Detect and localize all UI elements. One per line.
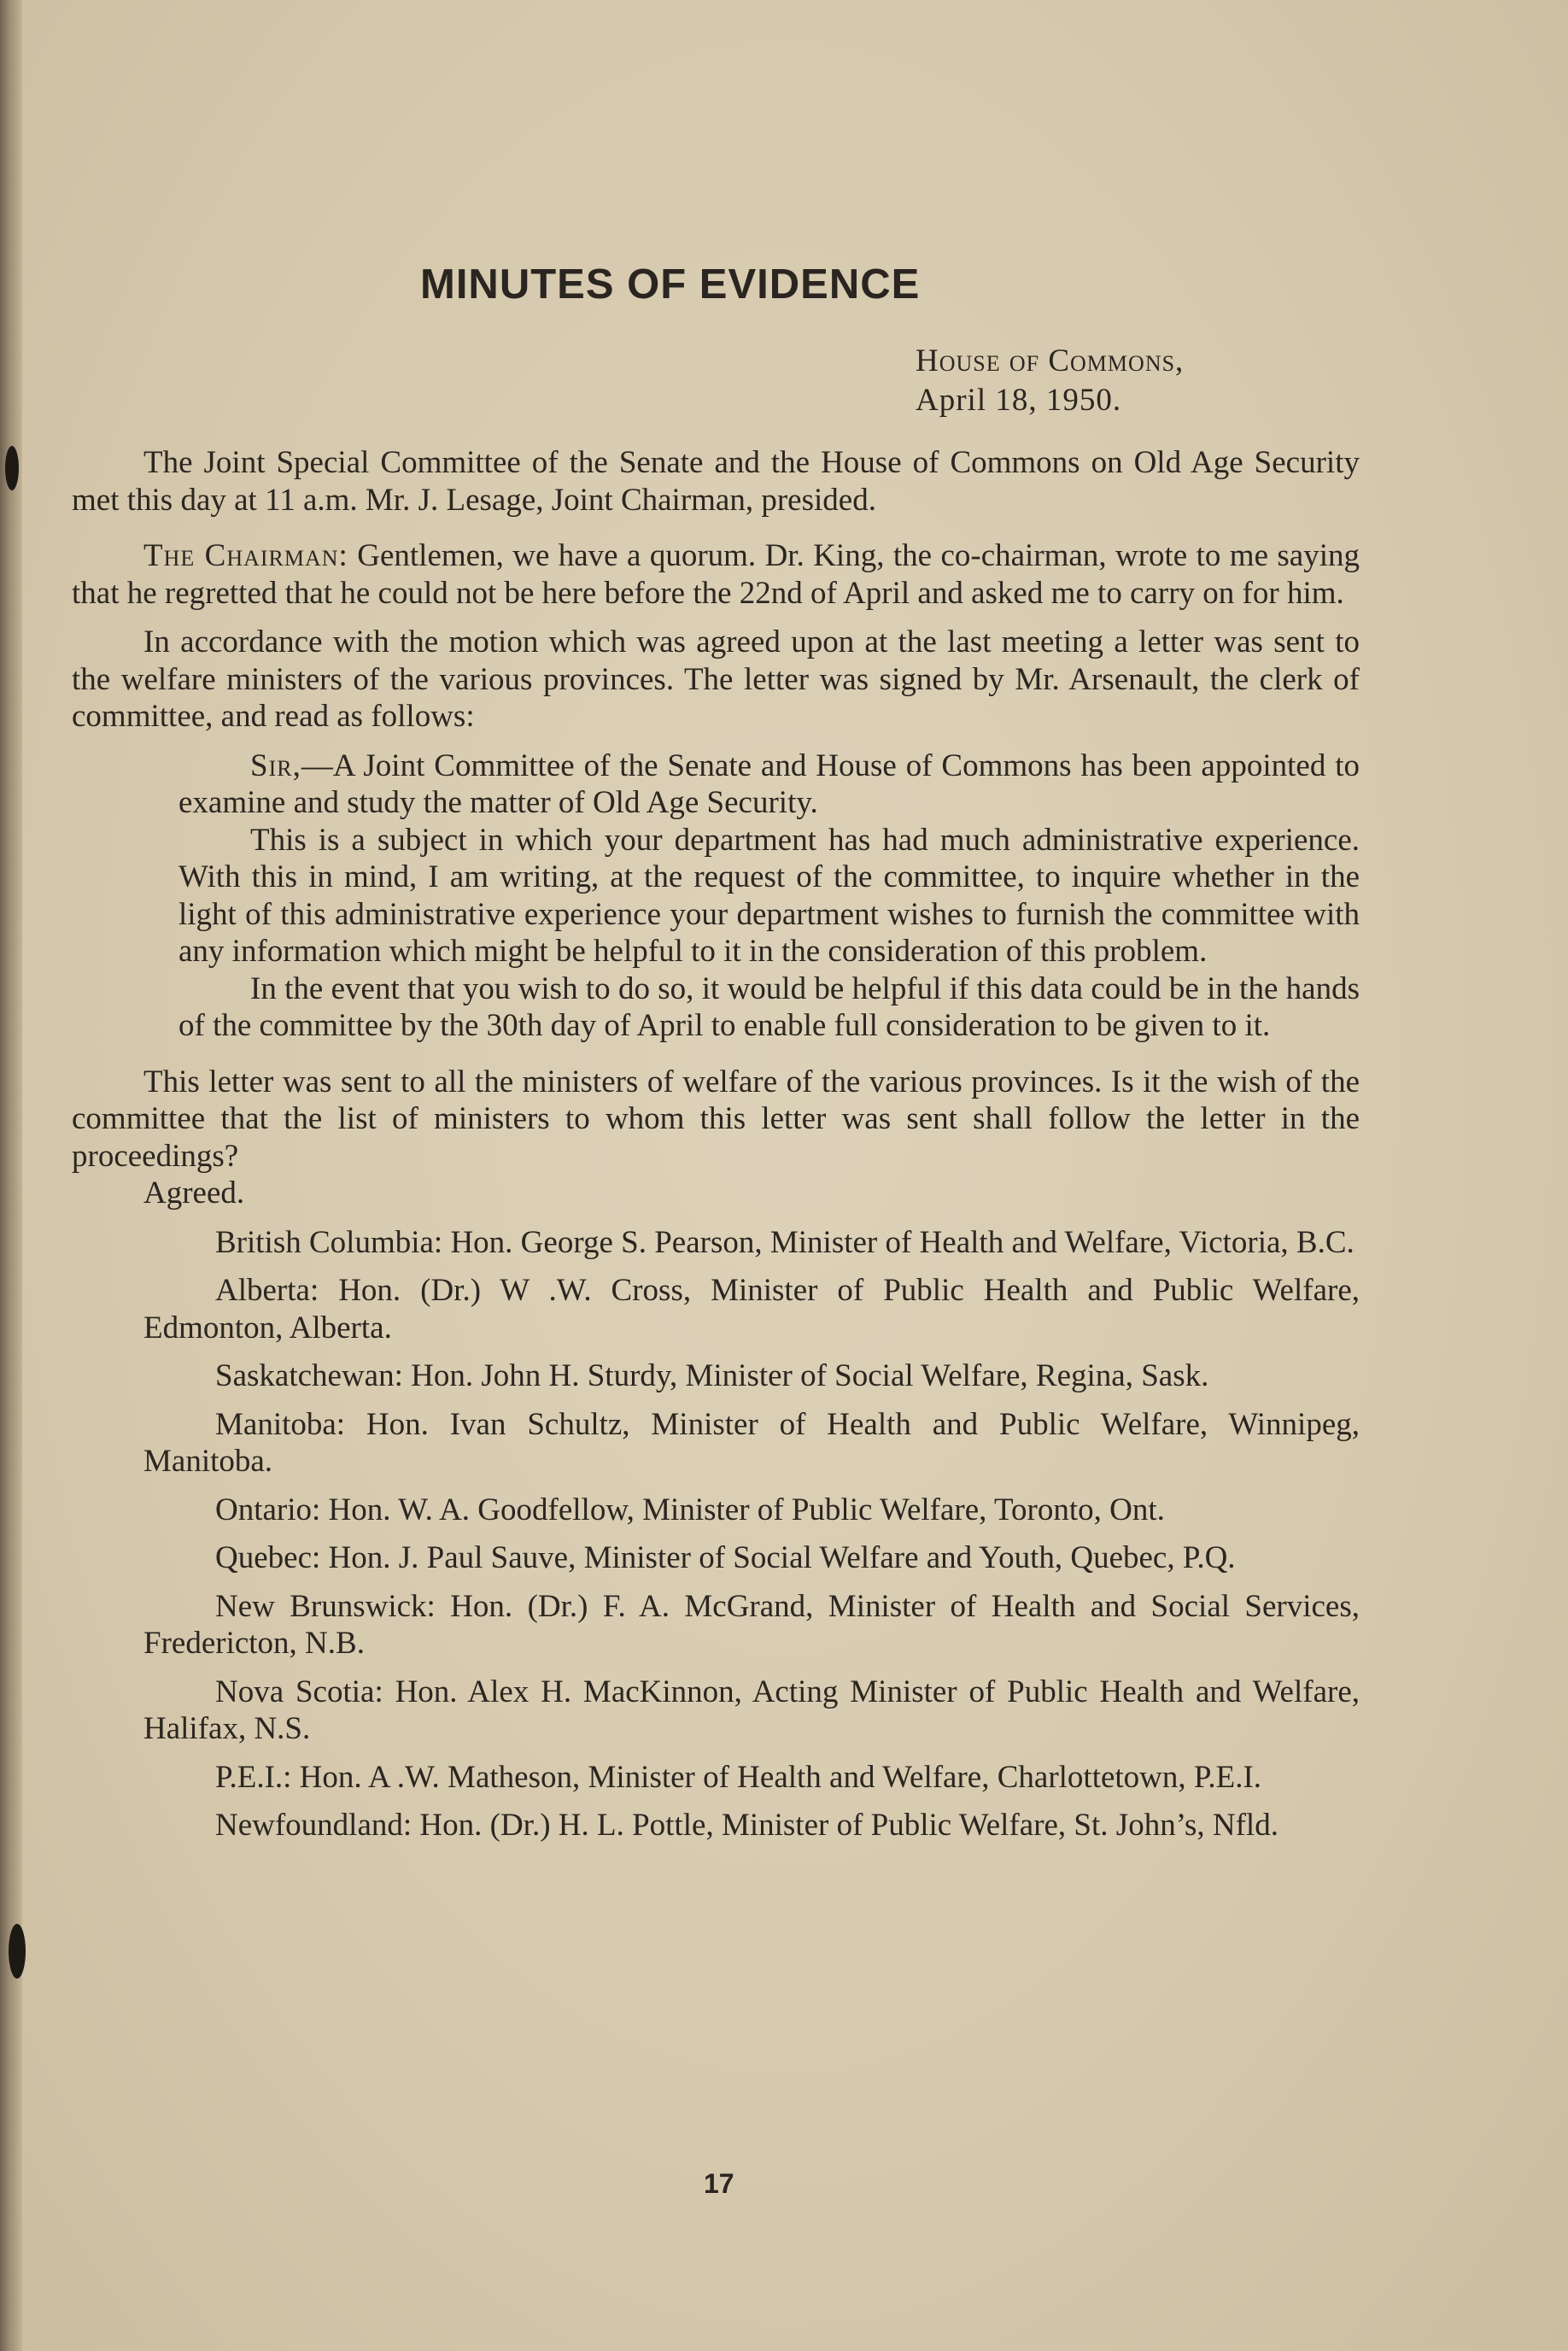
dateline-date: April 18, 1950.: [916, 383, 1122, 418]
quoted-letter: [178, 748, 1360, 1045]
list-item: P.E.I.: Hon. A .W. Matheson, Minister of Health and Welfare, Charlottetown, P.E.I.: [215, 1759, 1262, 1795]
letter-text-1: —A Joint Committee of the Senate and House of Commons has been appointed to examine and study the matter of Old Age Security.: [178, 748, 1360, 820]
letter-paragraph-1: [178, 748, 1360, 822]
ministers-list: [72, 1224, 1360, 1844]
letter-paragraph-3: In the event that you wish to do so, it would be helpful if this data could be in the hands of the committee by the 30th day of April to enable full consideration to be given to it.: [178, 970, 1360, 1043]
body-text: [72, 444, 1360, 1856]
list-item: Quebec: Hon. J. Paul Sauve, Minister of Social Welfare and Youth, Quebec, P.Q.: [215, 1540, 1236, 1575]
accordance-paragraph: In accordance with the motion which was agreed upon at the last meeting a letter was sent to the welfare ministers of the various provinces. The letter was signed by Mr. Arsenault, the clerk of committee, and read as follows:: [72, 624, 1360, 734]
list-item: Saskatchewan: Hon. John H. Sturdy, Minister of Social Welfare, Regina, Sask.: [215, 1358, 1209, 1393]
list-item: New Brunswick: Hon. (Dr.) F. A. McGrand, Minister of Health and Social Services, Fredericton, N.B.: [143, 1588, 1360, 1661]
page-number: 17: [704, 2168, 734, 2199]
punch-hole-bottom: [9, 1924, 26, 1979]
chairman-paragraph: [72, 537, 1360, 612]
list-item: Alberta: Hon. (Dr.) W .W. Cross, Minister of Public Health and Public Welfare, Edmonton, Alberta.: [143, 1273, 1360, 1346]
punch-hole-top: [5, 446, 19, 490]
after-letter-paragraph: This letter was sent to all the ministers of welfare of the various provinces. Is it the wish of the committee that the list of ministers to whom this letter was sent shall follow the letter in the proceedings?: [72, 1064, 1360, 1174]
page-title: MINUTES OF EVIDENCE: [420, 261, 921, 308]
list-item: Newfoundland: Hon. (Dr.) H. L. Pottle, Minister of Public Welfare, St. John’s, Nfld.: [215, 1808, 1278, 1843]
opening-paragraph: The Joint Special Committee of the Senate and the House of Commons on Old Age Security met this day at 11 a.m. Mr. J. Lesage, Joint Chairman, presided.: [72, 445, 1360, 518]
chairman-text: Gentlemen, we have a quorum. Dr. King, the co-chairman, wrote to me saying that he regretted that he could not be here before the 22nd of April and asked me to carry on for him.: [72, 538, 1360, 611]
agreed-line: Agreed.: [143, 1176, 245, 1211]
dateline-house: House of Commons,: [916, 343, 1185, 378]
list-item: Ontario: Hon. W. A. Goodfellow, Minister of Public Welfare, Toronto, Ont.: [215, 1492, 1165, 1527]
list-item: British Columbia: Hon. George S. Pearson, Minister of Health and Welfare, Victoria, B.C.: [215, 1224, 1354, 1260]
document-page: [72, 0, 1360, 2351]
speaker-label: The Chairman:: [143, 538, 348, 573]
binding-edge: [0, 0, 22, 2351]
list-item: Nova Scotia: Hon. Alex H. MacKinnon, Acting Minister of Public Health and Welfare, Halifax, N.S.: [143, 1674, 1360, 1746]
letter-paragraph-2: This is a subject in which your department has had much administrative experience. With this in mind, I am writing, at the request of the committee, to inquire whether in the light of this administrative experience your department wishes to furnish the committee with any information which might be helpful to it in the consideration of this problem.: [178, 822, 1360, 969]
dateline: [916, 342, 1184, 420]
list-item: Manitoba: Hon. Ivan Schultz, Minister of Health and Public Welfare, Winnipeg, Manitoba.: [143, 1406, 1360, 1479]
letter-salutation: Sir,: [250, 748, 301, 783]
